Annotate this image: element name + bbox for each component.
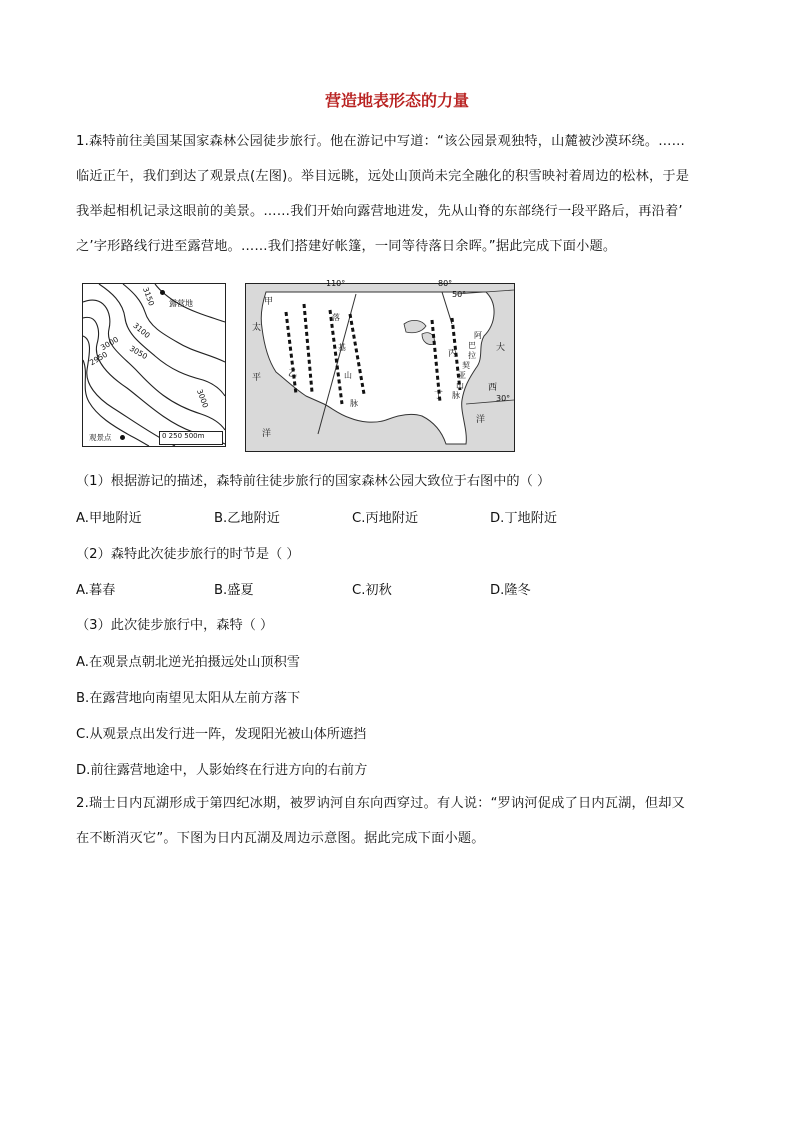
appalachian-label: 巴 [468,341,476,350]
ocean-label: 洋 [262,429,272,439]
scale-bar [159,431,223,445]
rocky-label: 脉 [350,399,358,408]
contour-map-figure [82,283,226,447]
longitude-label: 110° [326,279,346,288]
contour-label: 3000 [195,387,211,410]
latitude-label: 30° [496,394,511,403]
contour-label: 2950 [88,349,110,368]
contour-label: 3100 [131,320,152,341]
north-america-map-figure [245,279,515,452]
option-a[interactable]: A.暮春 [76,583,116,598]
place-label-ding: 丁 [434,391,444,401]
stem-line: 2.瑞士日内瓦湖形成于第四纪冰期，被罗讷河自东向西穿过。有人说：“罗讷河促成了日内瓦湖，但却又 [76,796,686,811]
rocky-label: 基 [338,343,346,352]
ocean-label: 平 [252,373,262,383]
viewpoint-label: 观景点 [89,433,112,442]
contour-label: 3050 [128,343,150,362]
stem-line: 临近正午，我们到达了观景点(左图)。举目远眺，远处山顶尚未完全融化的积雪映衬着周边的松林，于是 [76,169,690,184]
option-a[interactable]: A.甲地附近 [76,511,142,526]
stem-line: 我举起相机记录这眼前的美景。……我们开始向露营地进发，先从山脊的东部绕行一段平路后，再沿着’ [76,204,683,219]
longitude-label: 80° [438,279,453,288]
option-b[interactable]: B.乙地附近 [214,511,280,526]
appalachian-label: 脉 [452,391,460,400]
camp-marker [160,290,165,295]
ocean-label: 太 [252,323,262,333]
stem-line: 之’字形路线行进至露营地。……我们搭建好帐篷，一同等待落日余晖。”据此完成下面小题。 [76,239,617,254]
place-label-jia: 甲 [264,297,274,307]
contour-label: 3000 [99,334,121,353]
page-title: 营造地表形态的力量 [324,91,469,110]
option-c[interactable]: C.丙地附近 [352,511,419,526]
question-1-stem [76,124,726,264]
option-c[interactable]: C.初秋 [352,583,392,598]
ocean-label: 大 [496,343,506,353]
scale-label: 0 250 500m [162,432,205,440]
appalachian-label: 山 [456,381,464,390]
camp-label: 露营地 [169,299,193,308]
question-2-stem [76,786,726,856]
option-c[interactable]: C.从观景点出发行进一阵，发现阳光被山体所遮挡 [76,727,367,742]
option-d[interactable]: D.前往露营地途中，人影始终在行进方向的右前方 [76,763,368,778]
rocky-label: 落 [332,313,340,322]
north-america-map [246,284,514,451]
place-label-yi: 乙 [288,369,298,379]
contour-map [83,284,225,446]
rocky-label: 山 [344,371,352,380]
viewpoint-marker [120,435,125,440]
latitude-label: 50° [452,290,467,299]
appalachian-label: 阿 [474,331,482,340]
option-b[interactable]: B.盛夏 [214,583,254,598]
appalachian-label: 契 [462,361,470,370]
contour-label: 3150 [141,285,157,308]
option-d[interactable]: D.丁地附近 [490,511,558,526]
stem-line: 1.森特前往美国某国家森林公园徒步旅行。他在游记中写道：“该公园景观独特，山麓被沙漠环绕。…… [76,134,686,149]
appalachian-label: 拉 [468,351,476,360]
option-a[interactable]: A.在观景点朝北逆光拍摄远处山顶积雪 [76,655,300,670]
appalachian-label: 亚 [458,371,466,380]
option-d[interactable]: D.隆冬 [490,583,531,598]
sub-question-2: （2）森特此次徒步旅行的时节是（ ） [76,547,300,562]
ocean-label: 西 [488,383,498,393]
sub-question-3: （3）此次徒步旅行中，森特（ ） [76,618,274,633]
option-b[interactable]: B.在露营地向南望见太阳从左前方落下 [76,691,301,706]
sub-question-1: （1）根据游记的描述，森特前往徒步旅行的国家森林公园大致位于右图中的（ ） [76,474,551,489]
stem-line: 在不断消灭它”。下图为日内瓦湖及周边示意图。据此完成下面小题。 [76,831,485,846]
place-label-bing: 丙 [448,349,458,359]
ocean-label: 洋 [476,415,486,425]
